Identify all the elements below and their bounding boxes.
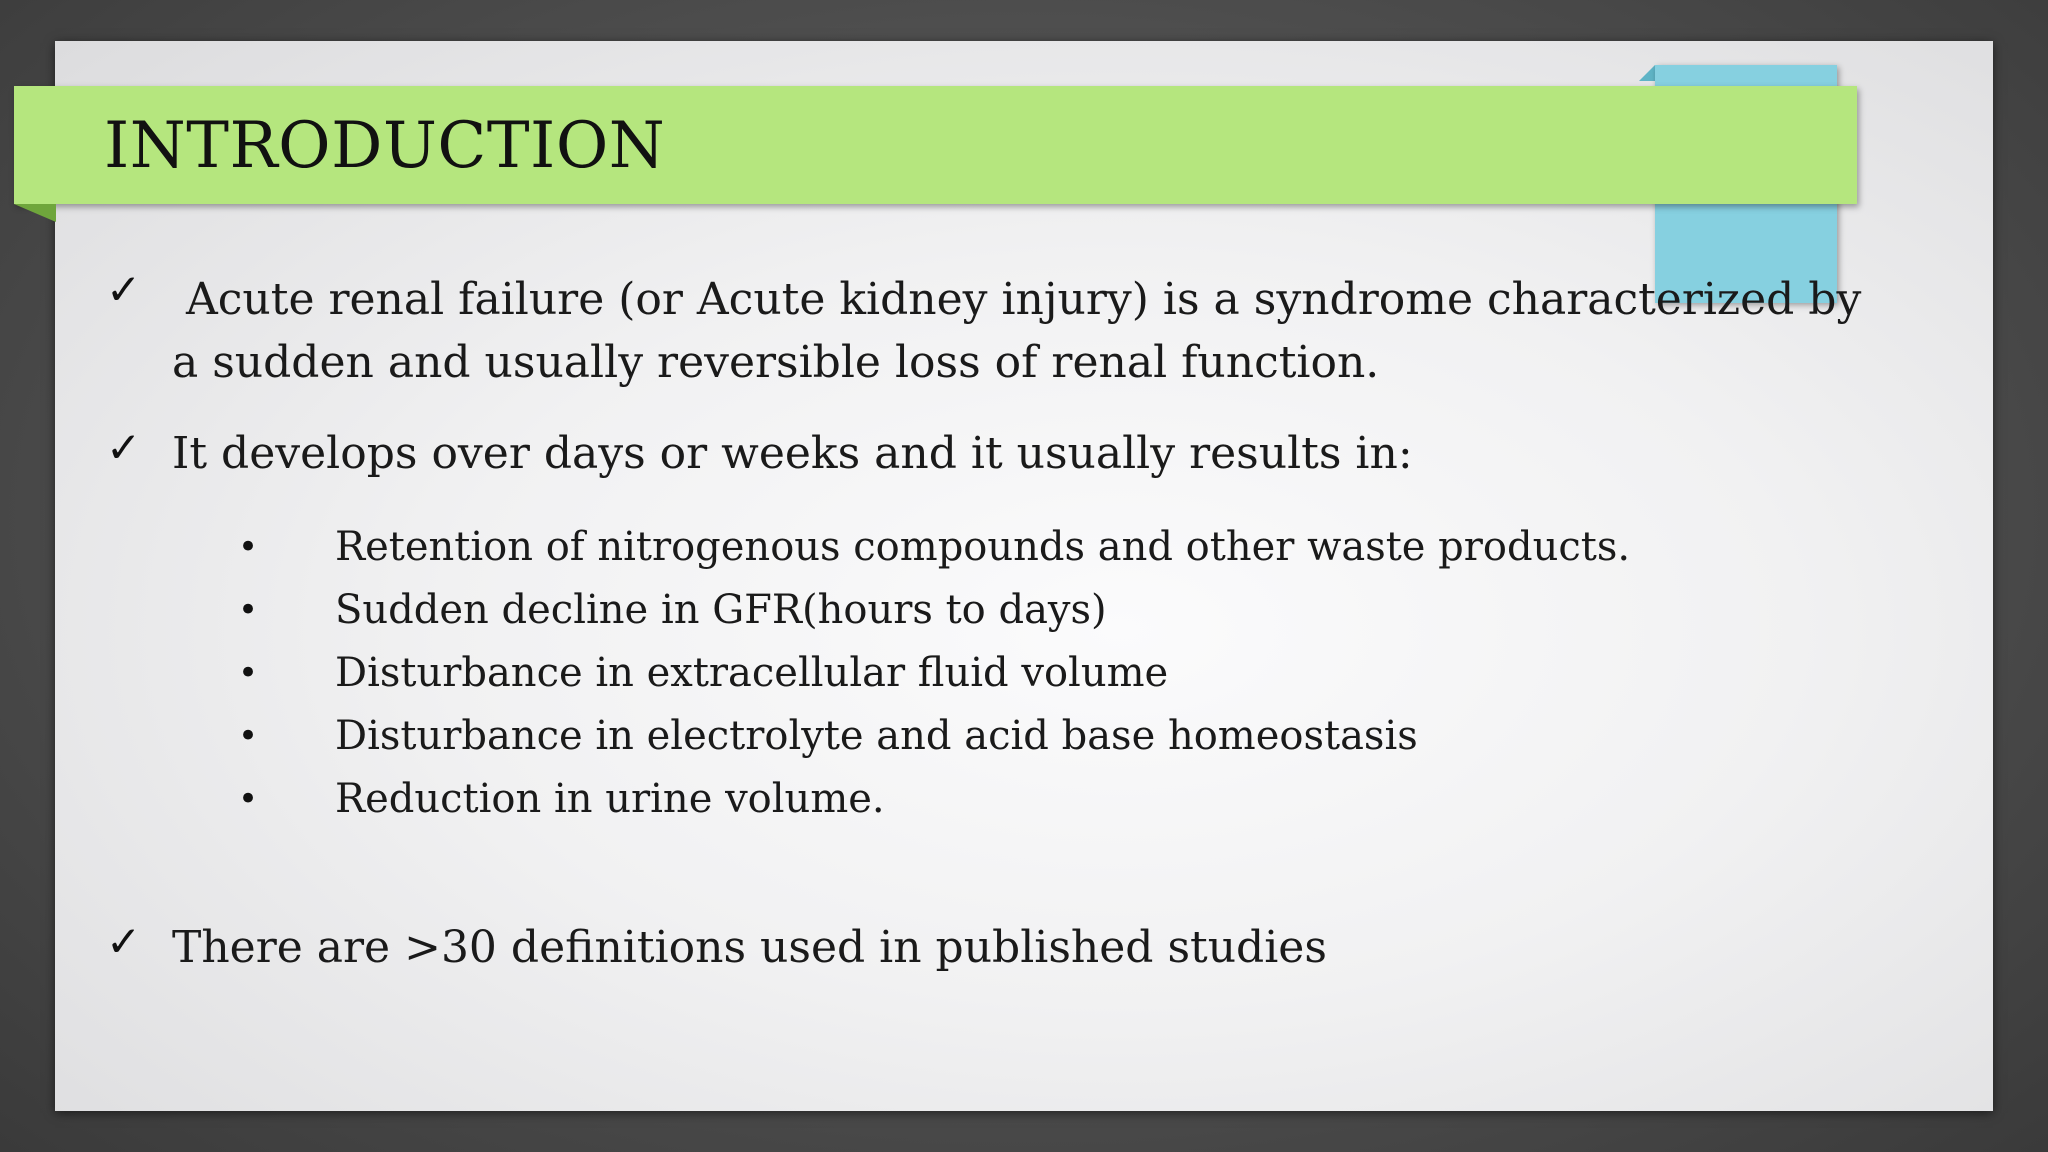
- checkmark-icon: ✓: [106, 265, 142, 314]
- bullet-icon: •: [238, 527, 259, 567]
- point-develops-over-days: It develops over days or weeks and it usually results in:: [172, 428, 1413, 479]
- bullet-icon: •: [238, 653, 259, 693]
- list-item-text: Reduction in urine volume.: [335, 776, 885, 822]
- results-sub-list: [238, 516, 1630, 831]
- bullet-icon: •: [238, 590, 259, 630]
- point-definitions-count: There are >30 definitions used in published studies: [172, 922, 1327, 973]
- list-item-text: Sudden decline in GFR(hours to days): [335, 587, 1107, 633]
- list-item: [238, 579, 1630, 642]
- point-acute-renal-failure: Acute renal failure (or Acute kidney injury) is a syndrome characterized by a sudden and usually reversible loss of renal function.: [172, 274, 1876, 388]
- blue-tab-fold-decoration: [1639, 65, 1655, 81]
- bullet-icon: •: [238, 716, 259, 756]
- title-banner-fold-decoration: [14, 204, 56, 222]
- list-item-text: Retention of nitrogenous compounds and other waste products.: [335, 524, 1631, 570]
- checkmark-icon: ✓: [106, 423, 142, 472]
- list-item: [238, 768, 1630, 831]
- slide-title: INTRODUCTION: [104, 109, 666, 183]
- list-item-text: Disturbance in electrolyte and acid base homeostasis: [335, 713, 1418, 759]
- list-item-text: Disturbance in extracellular fluid volume: [335, 650, 1169, 696]
- bullet-icon: •: [238, 779, 259, 819]
- list-item: [238, 642, 1630, 705]
- checkmark-icon: ✓: [106, 917, 142, 966]
- list-item: [238, 705, 1630, 768]
- list-item: [238, 516, 1630, 579]
